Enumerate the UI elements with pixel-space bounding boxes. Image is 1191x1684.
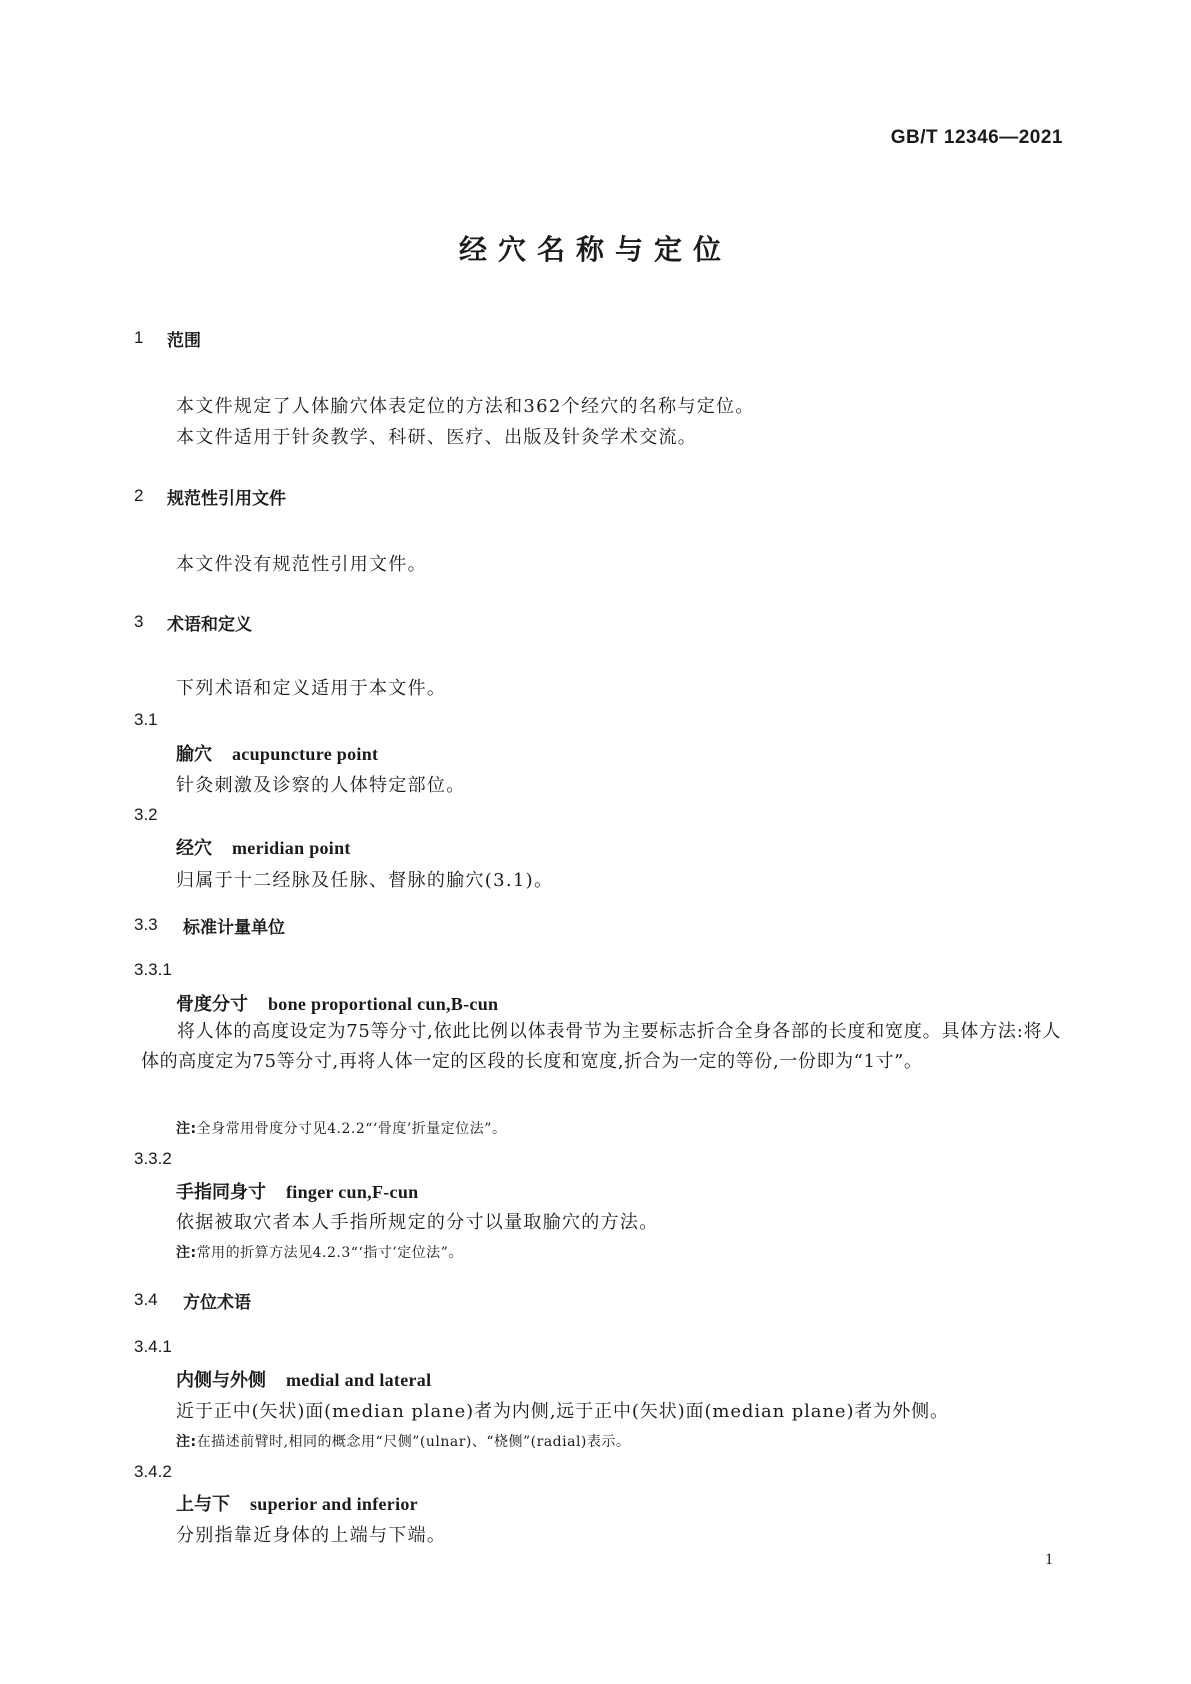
term-3-3-2-title <box>176 1178 418 1204</box>
note-text: 全身常用骨度分寸见4.2.2“‘骨度’折量定位法”。 <box>196 1121 507 1137</box>
term-3-3-1-definition: 将人体的高度设定为75等分寸,依此比例以体表骨节为主要标志折合全身各部的长度和宽度。具体方法:将人体的高度定为75等分寸,再将人体一定的区段的长度和宽度,折合为一定的等份,一份即为“1寸”。 <box>141 1021 1061 1072</box>
term-3-3-1-number: 3.3.1 <box>134 960 172 979</box>
term-3-1-title <box>176 740 378 766</box>
note-text: 在描述前臂时,相同的概念用“尺侧”(ulnar)、“桡侧”(radial)表示。 <box>196 1434 631 1450</box>
term-3-3-1-en: bone proportional cun,B-cun <box>268 994 499 1014</box>
term-3-4-2-en: superior and inferior <box>250 1494 418 1514</box>
note-label: 注: <box>176 1121 197 1137</box>
subsection-3-3-number: 3.3 <box>134 915 158 934</box>
term-3-3-1-note <box>176 1118 506 1138</box>
section-3-number: 3 <box>134 612 144 631</box>
term-3-2-zh: 经穴 <box>176 838 212 859</box>
section-1-paragraph-2: 本文件适用于针灸教学、科研、医疗、出版及针灸学术交流。 <box>176 427 698 448</box>
term-3-4-1-note <box>176 1431 630 1451</box>
subsection-3-4-number: 3.4 <box>134 1290 158 1309</box>
term-3-4-2-number: 3.4.2 <box>134 1462 172 1481</box>
section-1-number: 1 <box>134 328 144 347</box>
term-3-4-1-zh: 内侧与外侧 <box>176 1370 266 1391</box>
term-3-4-2-definition: 分别指靠近身体的上端与下端。 <box>176 1525 447 1546</box>
term-3-1-zh: 腧穴 <box>176 744 212 765</box>
section-3-intro: 下列术语和定义适用于本文件。 <box>176 678 447 699</box>
note-label: 注: <box>176 1245 197 1261</box>
section-2-heading: 规范性引用文件 <box>167 489 286 509</box>
term-3-4-1-title <box>176 1366 431 1392</box>
subsection-3-4-heading: 方位术语 <box>183 1293 251 1313</box>
section-1-heading: 范围 <box>167 331 201 351</box>
term-3-1-definition: 针灸刺激及诊察的人体特定部位。 <box>176 775 466 796</box>
document-title: 经穴名称与定位 <box>458 233 732 266</box>
term-3-4-1-en: medial and lateral <box>286 1370 432 1390</box>
section-3-heading: 术语和定义 <box>167 615 252 635</box>
term-3-4-1-number: 3.4.1 <box>134 1337 172 1356</box>
standard-number: GB/T 12346—2021 <box>890 127 1063 148</box>
term-3-2-number: 3.2 <box>134 805 158 824</box>
note-label: 注: <box>176 1434 197 1450</box>
term-3-3-2-zh: 手指同身寸 <box>176 1182 266 1203</box>
subsection-3-3-heading: 标准计量单位 <box>183 918 285 938</box>
term-3-3-1-title <box>176 990 498 1016</box>
term-3-3-2-number: 3.3.2 <box>134 1149 172 1168</box>
term-3-1-en: acupuncture point <box>232 744 379 764</box>
section-2-paragraph-1: 本文件没有规范性引用文件。 <box>176 554 427 575</box>
term-3-1-number: 3.1 <box>134 710 158 729</box>
section-2-number: 2 <box>134 486 144 505</box>
term-3-3-2-definition: 依据被取穴者本人手指所规定的分寸以量取腧穴的方法。 <box>176 1212 659 1233</box>
term-3-2-en: meridian point <box>232 838 351 858</box>
term-3-4-2-zh: 上与下 <box>176 1494 230 1515</box>
section-1-paragraph-1: 本文件规定了人体腧穴体表定位的方法和362个经穴的名称与定位。 <box>176 396 755 417</box>
page-number: 1 <box>1045 1551 1053 1568</box>
term-3-4-1-definition: 近于正中(矢状)面(median plane)者为内侧,远于正中(矢状)面(median plane)者为外侧。 <box>176 1401 949 1422</box>
term-3-3-2-note <box>176 1242 463 1262</box>
note-text: 常用的折算方法见4.2.3“‘指寸’定位法”。 <box>196 1245 463 1261</box>
term-3-3-1-zh: 骨度分寸 <box>176 994 248 1015</box>
term-3-3-2-en: finger cun,F-cun <box>286 1182 419 1202</box>
term-3-2-definition: 归属于十二经脉及任脉、督脉的腧穴(3.1)。 <box>176 870 554 891</box>
term-3-2-title <box>176 834 351 860</box>
term-3-4-2-title <box>176 1490 418 1516</box>
